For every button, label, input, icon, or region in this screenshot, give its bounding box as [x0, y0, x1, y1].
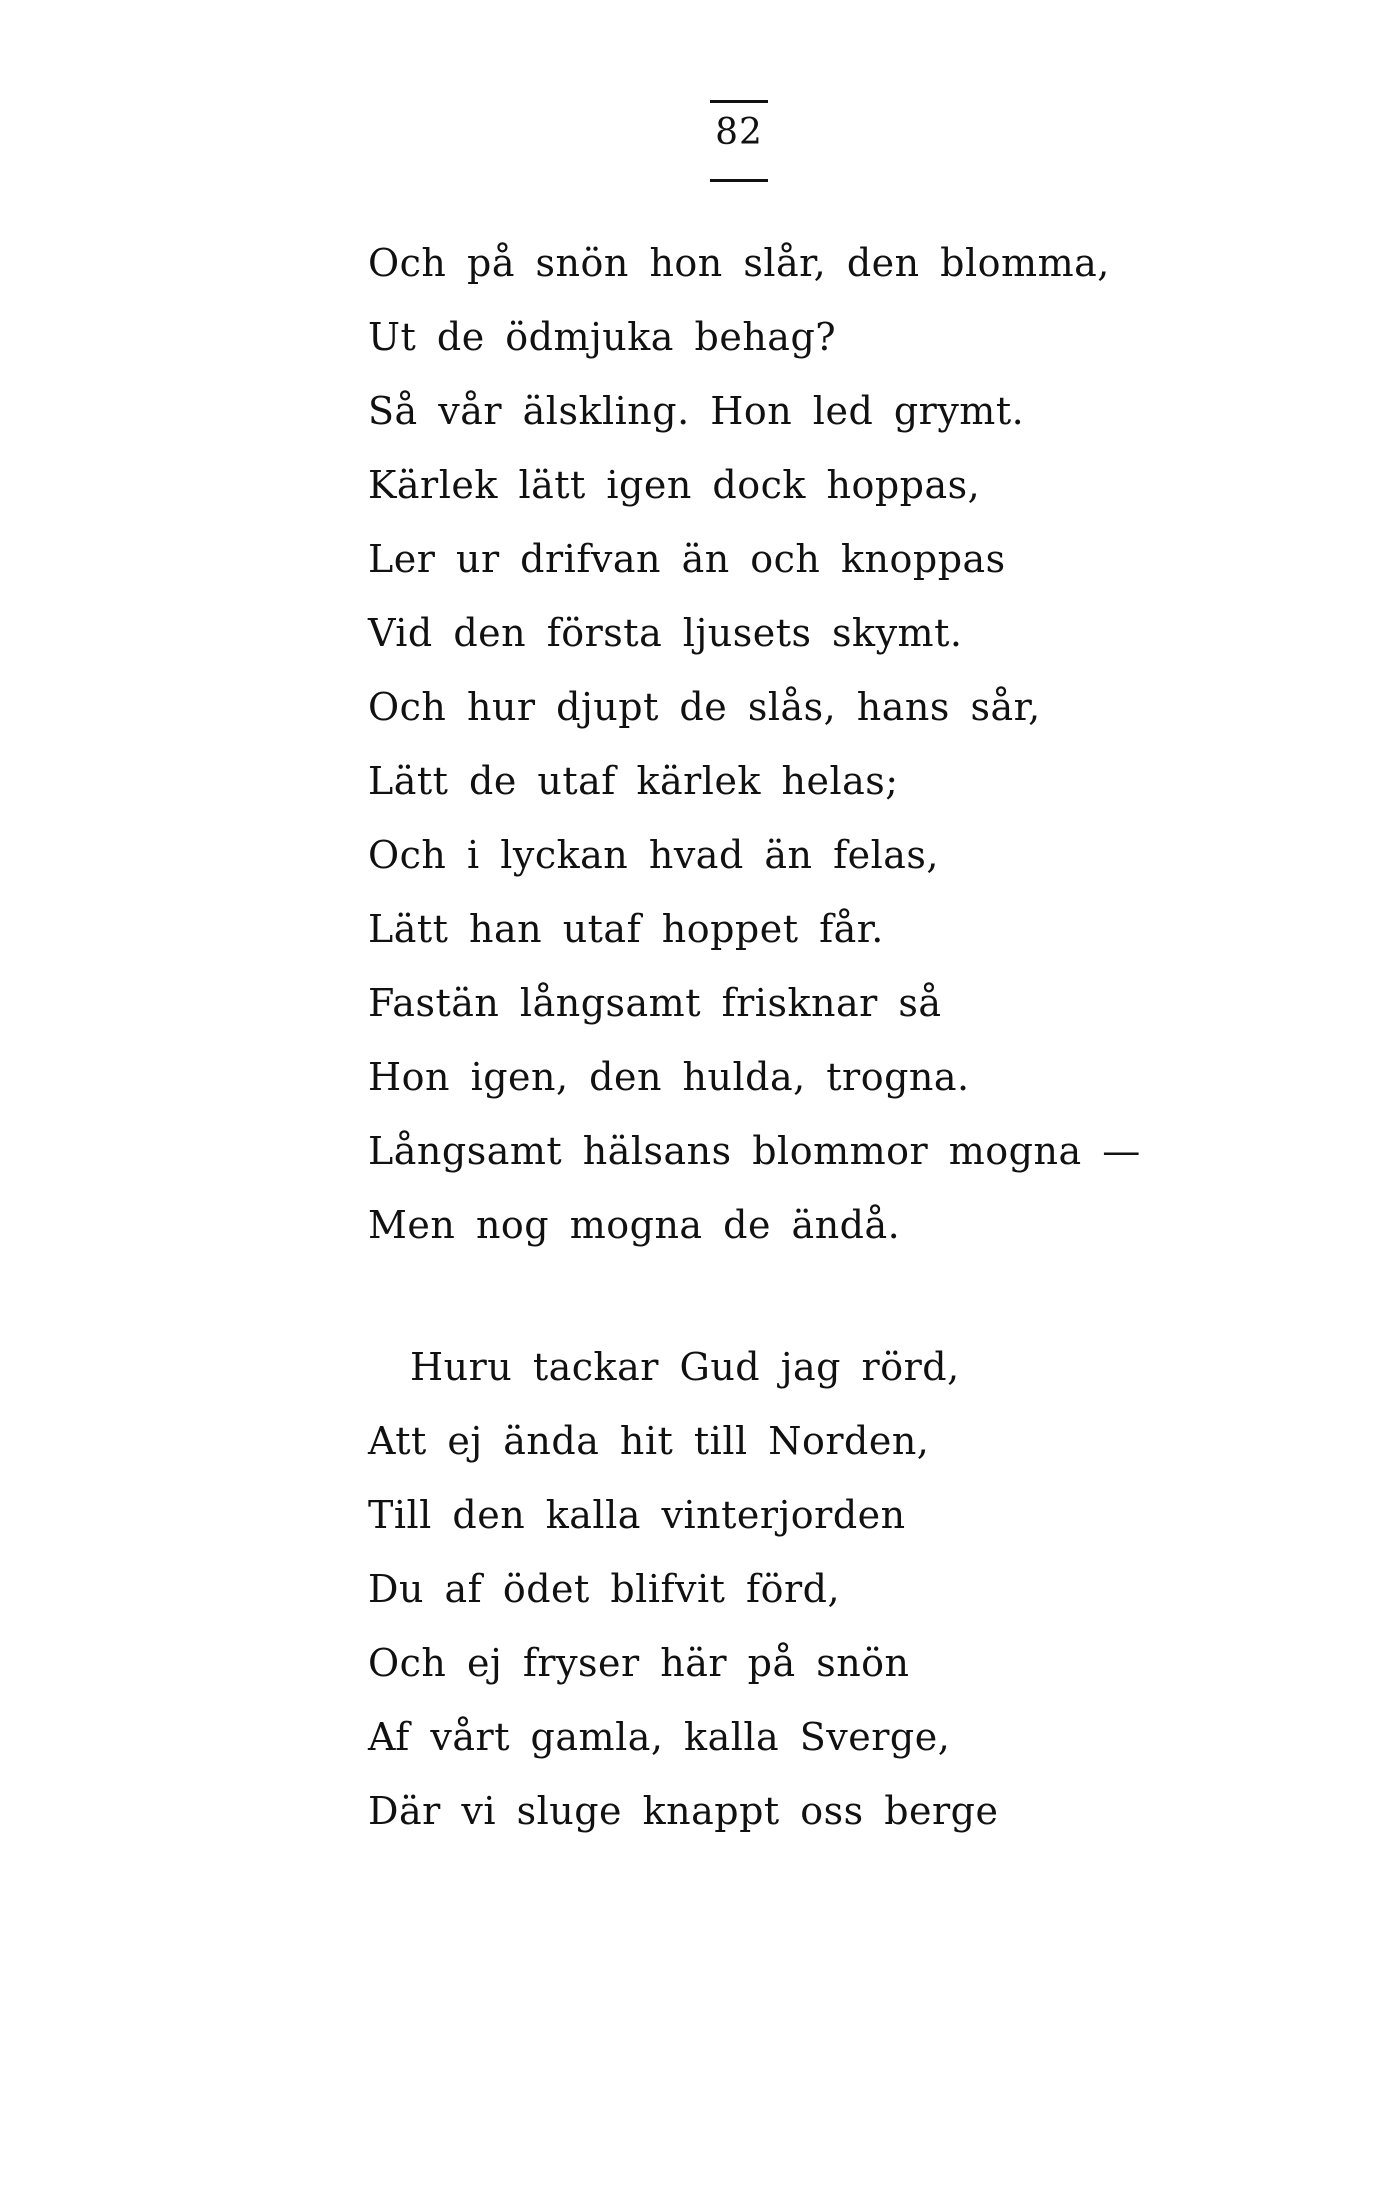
page-header — [708, 100, 770, 182]
poem-line: Af vårt gamla, kalla Sverge, — [368, 1715, 951, 1759]
poem-line: Du af ödet blifvit förd, — [368, 1567, 841, 1611]
poem-line: Ler ur drifvan än och knoppas — [368, 537, 1006, 581]
poem-line: Kärlek lätt igen dock hoppas, — [368, 463, 981, 507]
poem-line: Vid den första ljusets skymt. — [368, 611, 963, 655]
poem-line: Fastän långsamt frisknar så — [368, 981, 942, 1025]
poem-line: Och på snön hon slår, den blomma, — [368, 241, 1110, 285]
poem-line: Och i lyckan hvad än felas, — [368, 833, 940, 877]
poem-line: Ut de ödmjuka behag? — [368, 315, 837, 359]
poem-line: Till den kalla vinterjorden — [368, 1493, 906, 1537]
poem-line: Och hur djupt de slås, hans sår, — [368, 685, 1041, 729]
poem-line: Lätt de utaf kärlek helas; — [368, 759, 899, 803]
header-rule-top — [710, 100, 768, 103]
poem-line: Huru tackar Gud jag rörd, — [410, 1345, 960, 1389]
stanza-1 — [368, 226, 1141, 1262]
poem-line: Där vi sluge knappt oss berge — [368, 1789, 999, 1833]
poem-line: Långsamt hälsans blommor mogna — — [368, 1129, 1141, 1173]
header-rule-bottom — [710, 179, 768, 182]
poem-line: Hon igen, den hulda, trogna. — [368, 1055, 970, 1099]
stanza-2 — [368, 1330, 1128, 1848]
poem-line: Så vår älskling. Hon led grymt. — [368, 389, 1025, 433]
poem-line: Och ej fryser här på snön — [368, 1641, 910, 1685]
poem-line: Men nog mogna de ändå. — [368, 1203, 901, 1247]
poem-line: Lätt han utaf hoppet får. — [368, 907, 884, 951]
poem-line: Att ej ända hit till Norden, — [368, 1419, 930, 1463]
page-number: 82 — [715, 112, 763, 153]
